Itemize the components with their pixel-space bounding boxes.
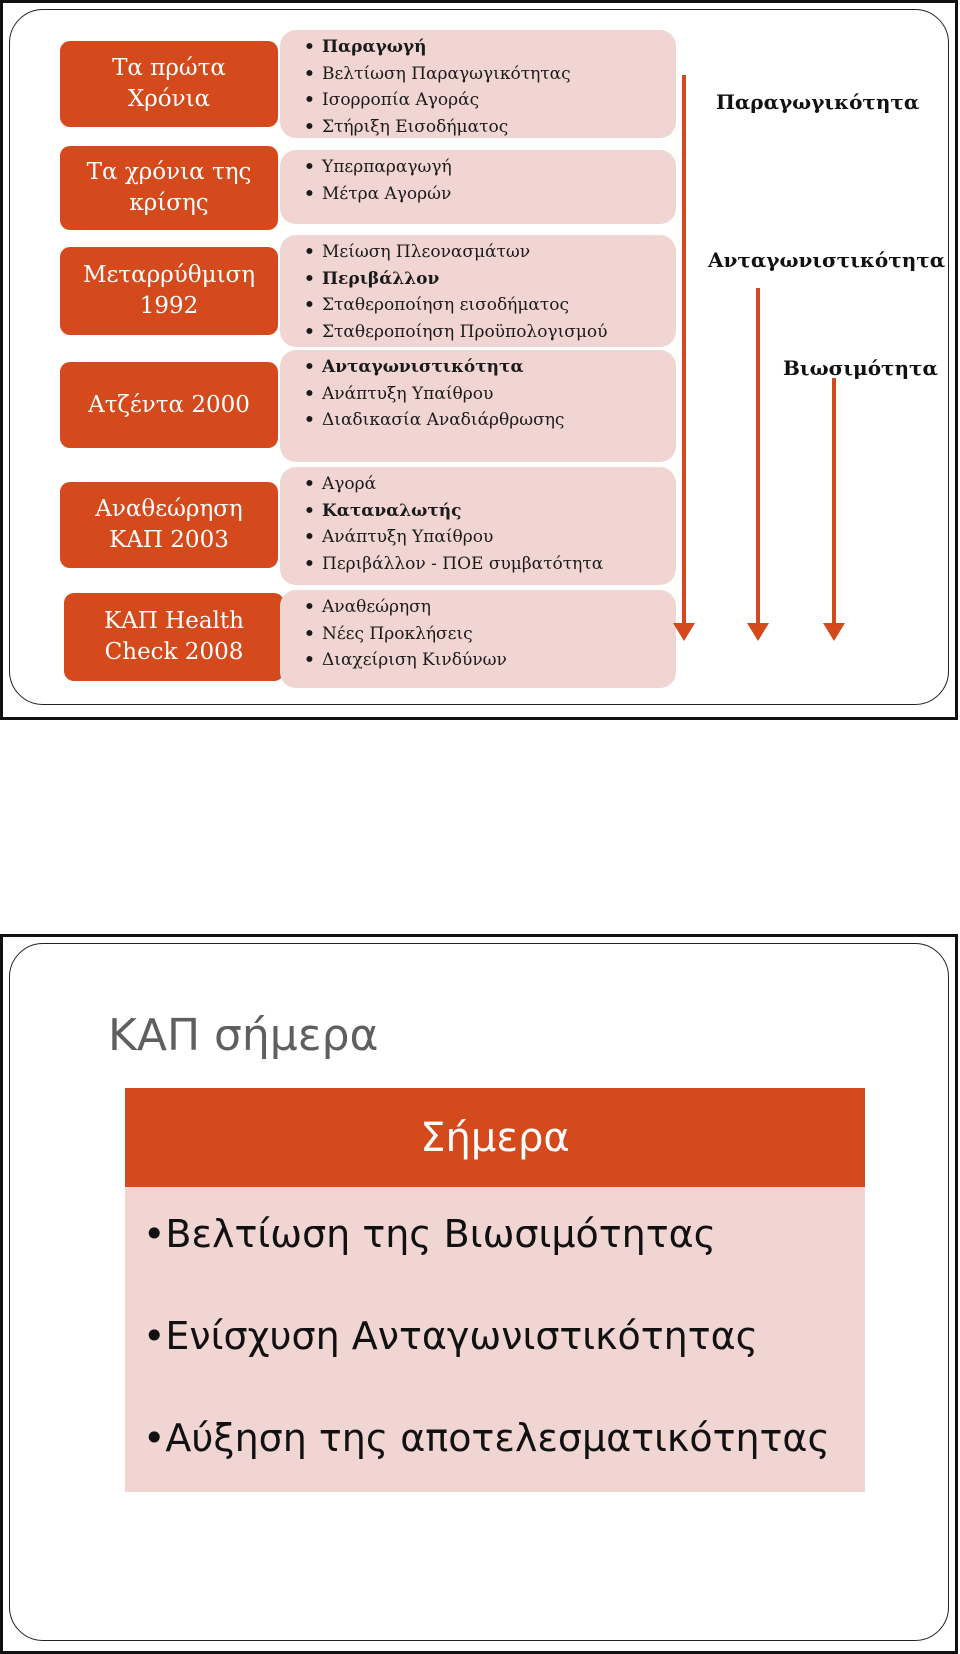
era-items-health-check-2008 — [280, 590, 676, 688]
era-label-first-years: Τα πρώτα Χρόνια — [60, 41, 278, 127]
today-point: •Βελτίωση της Βιωσιμότητας — [143, 1212, 716, 1256]
today-card-title: Σήμερα — [420, 1114, 570, 1161]
era-item: • Μείωση Πλεονασμάτων — [304, 239, 676, 266]
era-items-first-years — [280, 30, 676, 138]
trend-label-productivity: Παραγωγικότητα — [716, 90, 920, 114]
era-item: • Ανάπτυξη Υπαίθρου — [304, 524, 676, 551]
era-label-agenda-2000: Ατζέντα 2000 — [60, 362, 278, 448]
era-item: • Παραγωγή — [304, 34, 676, 61]
era-label-reform-1992: Μεταρρύθμιση 1992 — [60, 247, 278, 335]
today-card-body — [125, 1187, 865, 1492]
era-item: • Βελτίωση Παραγωγικότητας — [304, 61, 676, 88]
era-items-agenda-2000 — [280, 350, 676, 462]
era-item: • Περιβάλλον — [304, 266, 676, 293]
era-label-crisis-years: Τα χρόνια της κρίσης — [60, 146, 278, 230]
era-item: • Αναθεώρηση — [304, 594, 676, 621]
era-item: • Ανάπτυξη Υπαίθρου — [304, 381, 676, 408]
era-item: • Μέτρα Αγορών — [304, 181, 676, 208]
today-point: •Αύξηση της αποτελεσματικότητας — [143, 1416, 830, 1460]
today-point: •Ενίσχυση Ανταγωνιστικότητας — [143, 1314, 758, 1358]
era-item: • Ισορροπία Αγοράς — [304, 87, 676, 114]
trend-label-competitiveness: Ανταγωνιστικότητα — [708, 248, 946, 272]
era-item: • Σταθεροποίηση εισοδήματος — [304, 292, 676, 319]
arrow-sustainability — [832, 378, 836, 635]
slide-2-title: ΚΑΠ σήμερα — [108, 1010, 379, 1061]
era-item: • Υπερπαραγωγή — [304, 154, 676, 181]
era-label-review-2003: Αναθεώρηση ΚΑΠ 2003 — [60, 482, 278, 568]
era-items-crisis-years — [280, 150, 676, 224]
trend-label-sustainability: Βιωσιμότητα — [783, 356, 938, 380]
era-items-review-2003 — [280, 467, 676, 585]
era-item: • Ανταγωνιστικότητα — [304, 354, 676, 381]
era-item: • Νέες Προκλήσεις — [304, 621, 676, 648]
arrow-productivity — [682, 75, 686, 635]
era-item: • Διαχείριση Κινδύνων — [304, 647, 676, 674]
arrow-competitiveness — [756, 288, 760, 635]
era-item: • Καταναλωτής — [304, 498, 676, 525]
era-item: • Περιβάλλον - ΠΟΕ συμβατότητα — [304, 551, 676, 578]
era-item: • Στήριξη Εισοδήματος — [304, 114, 676, 141]
era-items-reform-1992 — [280, 235, 676, 347]
era-label-health-check-2008: ΚΑΠ Health Check 2008 — [64, 593, 284, 681]
era-item: • Διαδικασία Αναδιάρθρωσης — [304, 407, 676, 434]
today-card-header — [125, 1088, 865, 1187]
era-item: • Σταθεροποίηση Προϋπολογισμού — [304, 319, 676, 346]
era-item: • Αγορά — [304, 471, 676, 498]
